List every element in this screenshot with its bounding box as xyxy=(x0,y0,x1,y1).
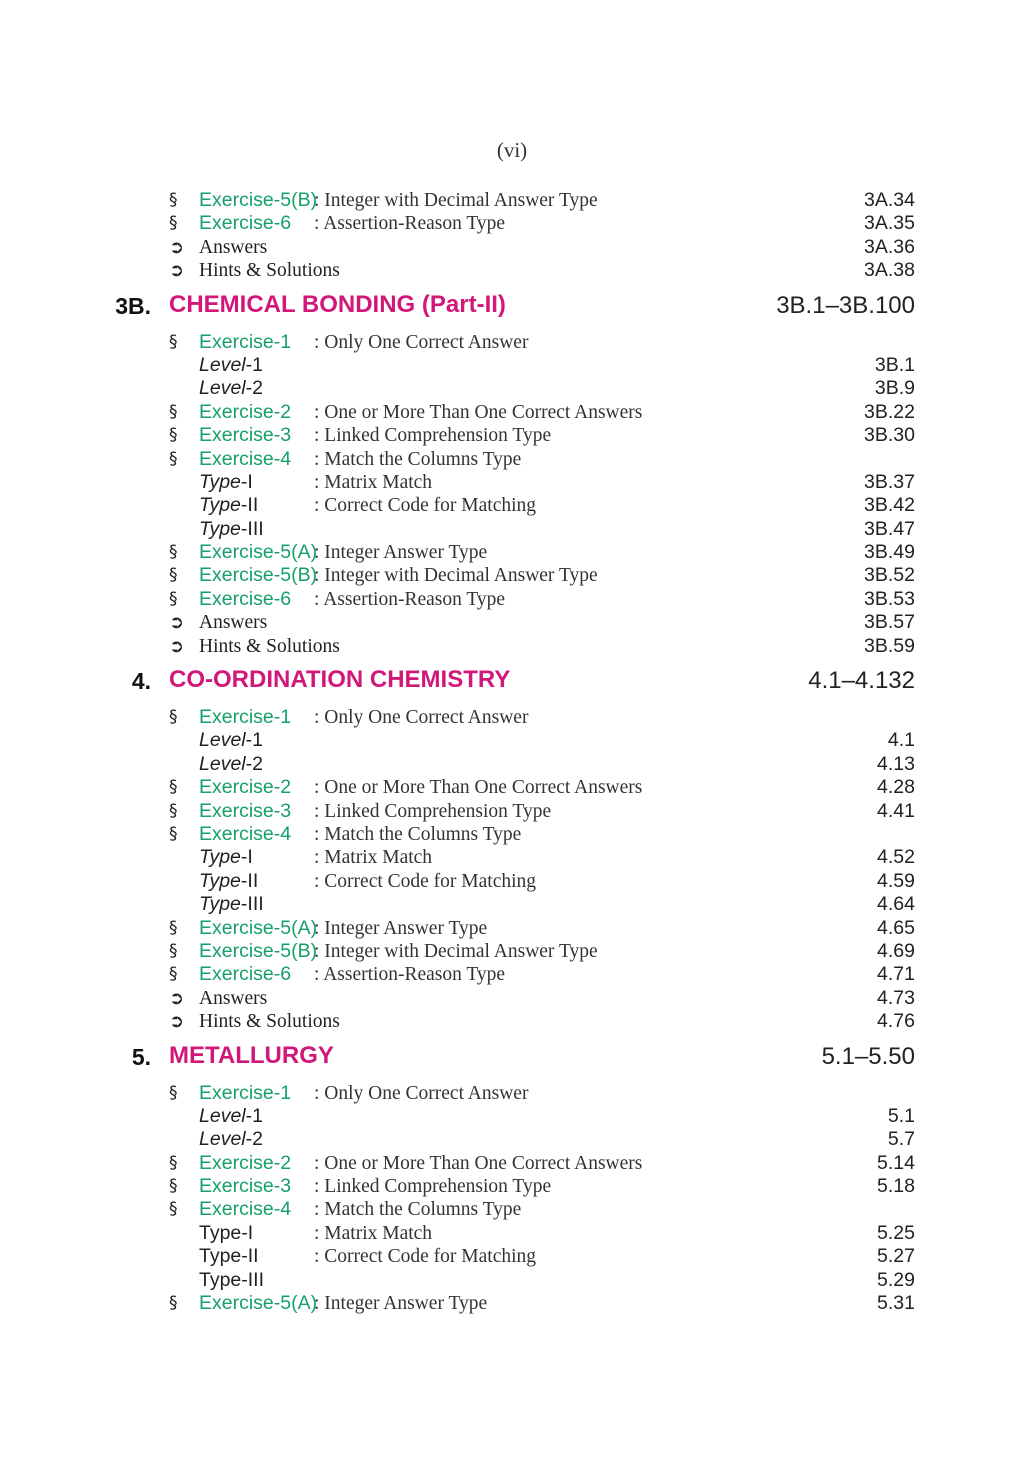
chapter-heading[interactable] xyxy=(0,1040,1024,1080)
entry-page-number: 4.71 xyxy=(877,963,915,986)
entry-page-number: 4.13 xyxy=(877,752,915,775)
toc-entry[interactable] xyxy=(0,377,1024,400)
toc-entry[interactable] xyxy=(0,564,1024,587)
entry-label: Exercise-4 xyxy=(199,822,292,845)
entry-description: : Matrix Match xyxy=(314,1222,433,1244)
entry-description: : Assertion-Reason Type xyxy=(314,964,506,986)
section-bullet-icon: § xyxy=(169,565,178,586)
entry-label: Hints & Solutions xyxy=(199,1011,340,1033)
entry-page-number: 3B.42 xyxy=(864,494,915,517)
chapter-page-range: 4.1–4.132 xyxy=(808,667,915,695)
toc-entry[interactable] xyxy=(0,776,1024,799)
entry-page-number: 5.27 xyxy=(877,1245,915,1268)
entry-description: : Correct Code for Matching xyxy=(314,870,537,892)
entry-label-prefix: Level xyxy=(199,752,246,775)
entry-label: Type-III xyxy=(199,1268,265,1291)
entry-label: Exercise-5(A) xyxy=(199,1292,318,1315)
entry-label: Answers xyxy=(199,987,268,1009)
section-bullet-icon: § xyxy=(169,1293,178,1314)
entry-page-number: 5.14 xyxy=(877,1151,915,1174)
toc-entry[interactable] xyxy=(0,1269,1024,1292)
entry-description: : Match the Columns Type xyxy=(314,823,522,845)
arrow-bullet-icon: ➲ xyxy=(169,260,185,282)
section-bullet-icon: § xyxy=(169,1152,178,1173)
entry-label-suffix: -1 xyxy=(245,1104,263,1127)
entry-label-suffix: -III xyxy=(240,893,264,916)
entry-label: Exercise-1 xyxy=(199,330,292,353)
entry-description: : Linked Comprehension Type xyxy=(314,800,552,822)
section-bullet-icon: § xyxy=(169,777,178,798)
toc-entry[interactable] xyxy=(0,706,1024,729)
toc-entry[interactable] xyxy=(0,1128,1024,1151)
entry-page-number: 5.7 xyxy=(887,1128,915,1151)
toc-entry[interactable] xyxy=(0,1082,1024,1105)
section-bullet-icon: § xyxy=(169,1082,178,1103)
toc-entry[interactable] xyxy=(0,987,1024,1010)
entry-label: Exercise-1 xyxy=(199,706,292,729)
section-bullet-icon: § xyxy=(169,707,178,728)
toc-entry[interactable] xyxy=(0,729,1024,752)
chapter-number: 5. xyxy=(131,1043,151,1070)
entry-label-suffix: -I xyxy=(240,846,253,869)
entry-page-number: 3A.38 xyxy=(864,259,915,282)
section-bullet-icon: § xyxy=(169,1176,178,1197)
entry-label-suffix: -III xyxy=(240,517,264,540)
chapter-number: 3B. xyxy=(115,292,151,319)
entry-page-number: 3B.37 xyxy=(864,470,915,493)
section-bullet-icon: § xyxy=(169,1199,178,1220)
toc-entry[interactable] xyxy=(0,940,1024,963)
entry-label: Exercise-2 xyxy=(199,400,292,423)
entry-label-prefix: Type xyxy=(199,846,241,869)
entry-page-number: 3B.52 xyxy=(864,564,915,587)
entry-label-suffix: -1 xyxy=(245,353,263,376)
entry-label-prefix: Level xyxy=(199,1104,246,1127)
toc-entry[interactable] xyxy=(0,588,1024,611)
entry-description: : Assertion-Reason Type xyxy=(314,213,506,235)
entry-label xyxy=(199,1128,263,1151)
entry-label: Exercise-3 xyxy=(199,1175,292,1198)
section-bullet-icon: § xyxy=(169,917,178,938)
entry-description: : One or More Than One Correct Answers xyxy=(314,777,643,799)
entry-page-number: 3A.35 xyxy=(864,212,915,235)
toc-entry[interactable] xyxy=(0,753,1024,776)
entry-description: : Linked Comprehension Type xyxy=(314,425,552,447)
entry-page-number: 3B.9 xyxy=(874,377,915,400)
toc-entry[interactable] xyxy=(0,917,1024,940)
entry-label xyxy=(199,1105,263,1128)
entry-page-number: 3B.53 xyxy=(864,587,915,610)
toc-entry[interactable] xyxy=(0,448,1024,471)
entry-label: Exercise-3 xyxy=(199,799,292,822)
section-bullet-icon: § xyxy=(169,964,178,985)
entry-label: Exercise-6 xyxy=(199,587,292,610)
section-bullet-icon: § xyxy=(169,823,178,844)
toc-entry[interactable] xyxy=(0,1198,1024,1221)
entry-label xyxy=(199,494,258,517)
entry-page-number: 4.1 xyxy=(887,729,915,752)
entry-description: : Integer Answer Type xyxy=(314,917,488,939)
entry-label: Exercise-5(A) xyxy=(199,541,318,564)
chapter-heading[interactable] xyxy=(0,289,1024,329)
entry-description: : Only One Correct Answer xyxy=(314,1082,529,1104)
chapter-title[interactable]: CO-ORDINATION CHEMISTRY xyxy=(169,666,511,694)
chapter-heading[interactable] xyxy=(0,664,1024,704)
entry-label: Answers xyxy=(199,612,268,634)
entry-page-number: 5.18 xyxy=(877,1175,915,1198)
entry-label-prefix: Level xyxy=(199,377,246,400)
chapter-page-range: 3B.1–3B.100 xyxy=(776,291,915,319)
entry-page-number: 3B.1 xyxy=(874,353,915,376)
entry-label xyxy=(199,729,263,752)
section-bullet-icon: § xyxy=(169,800,178,821)
entry-label-suffix: -I xyxy=(240,470,253,493)
entry-description: : One or More Than One Correct Answers xyxy=(314,1152,643,1174)
entry-page-number: 5.25 xyxy=(877,1221,915,1244)
section-bullet-icon: § xyxy=(169,542,178,563)
entry-label-suffix: -2 xyxy=(245,1128,263,1151)
arrow-bullet-icon: ➲ xyxy=(169,987,185,1009)
entry-description: : One or More Than One Correct Answers xyxy=(314,401,643,423)
toc-entry[interactable] xyxy=(0,635,1024,658)
entry-page-number: 4.73 xyxy=(877,986,915,1009)
entry-description: : Correct Code for Matching xyxy=(314,1246,537,1268)
toc-entry[interactable] xyxy=(0,1222,1024,1245)
section-bullet-icon: § xyxy=(169,213,178,234)
section-bullet-icon: § xyxy=(169,940,178,961)
entry-label: Exercise-5(B) xyxy=(199,189,318,211)
entry-description: : Match the Columns Type xyxy=(314,1199,522,1221)
toc-entry[interactable] xyxy=(0,846,1024,869)
entry-label-prefix: Type xyxy=(199,494,241,517)
entry-description: : Matrix Match xyxy=(314,847,433,869)
entry-description: : Correct Code for Matching xyxy=(314,495,537,517)
entry-label: Exercise-5(B) xyxy=(199,564,318,587)
toc-entry[interactable] xyxy=(0,518,1024,541)
toc-entry[interactable] xyxy=(0,259,1024,282)
entry-page-number: 3B.57 xyxy=(864,611,915,634)
chapter-title[interactable]: METALLURGY xyxy=(169,1041,334,1069)
toc-entry[interactable] xyxy=(0,494,1024,517)
entry-label: Exercise-5(A) xyxy=(199,916,318,939)
section-bullet-icon: § xyxy=(169,588,178,609)
section-bullet-icon: § xyxy=(169,190,178,210)
toc-entry[interactable] xyxy=(0,331,1024,354)
entry-description: : Match the Columns Type xyxy=(314,448,522,470)
toc-entry[interactable] xyxy=(0,1245,1024,1268)
entry-page-number: 4.41 xyxy=(877,799,915,822)
entry-label: Hints & Solutions xyxy=(199,635,340,657)
entry-label: Hints & Solutions xyxy=(199,260,340,282)
entry-page-number: 4.28 xyxy=(877,776,915,799)
entry-description: : Matrix Match xyxy=(314,471,433,493)
entry-label xyxy=(199,471,253,494)
entry-label-prefix: Type xyxy=(199,470,241,493)
toc-entry[interactable] xyxy=(0,611,1024,634)
toc-entry[interactable] xyxy=(0,236,1024,259)
entry-description: : Only One Correct Answer xyxy=(314,331,529,353)
entry-label xyxy=(199,870,258,893)
entry-description: : Linked Comprehension Type xyxy=(314,1176,552,1198)
entry-page-number: 4.76 xyxy=(877,1010,915,1033)
entry-label: Exercise-2 xyxy=(199,776,292,799)
toc-entry[interactable] xyxy=(0,471,1024,494)
entry-label xyxy=(199,354,263,377)
toc-entry[interactable] xyxy=(0,424,1024,447)
entry-label-prefix: Type xyxy=(199,517,241,540)
entry-page-number: 4.64 xyxy=(877,893,915,916)
entry-label-suffix: -2 xyxy=(245,377,263,400)
entry-page-number: 4.59 xyxy=(877,869,915,892)
entry-label: Type-II xyxy=(199,1245,259,1268)
entry-description: : Integer with Decimal Answer Type xyxy=(314,940,598,962)
entry-page-number: 4.52 xyxy=(877,846,915,869)
entry-description: : Integer Answer Type xyxy=(314,542,488,564)
table-of-contents xyxy=(0,189,1024,1315)
toc-entry[interactable] xyxy=(0,823,1024,846)
entry-label: Exercise-6 xyxy=(199,963,292,986)
entry-page-number: 3B.47 xyxy=(864,517,915,540)
entry-label: Exercise-3 xyxy=(199,424,292,447)
entry-label-suffix: -II xyxy=(240,869,259,892)
entry-description: : Integer Answer Type xyxy=(314,1293,488,1315)
entry-label: Exercise-4 xyxy=(199,447,292,470)
entry-label: Answers xyxy=(199,236,268,258)
entry-label-prefix: Level xyxy=(199,729,246,752)
entry-label xyxy=(199,753,263,776)
entry-description: : Only One Correct Answer xyxy=(314,707,529,729)
toc-entry[interactable] xyxy=(0,541,1024,564)
arrow-bullet-icon: ➲ xyxy=(169,612,185,634)
entry-page-number: 3B.30 xyxy=(864,424,915,447)
entry-label: Type-I xyxy=(199,1221,254,1244)
page-number: (vi) xyxy=(496,138,528,162)
arrow-bullet-icon: ➲ xyxy=(169,236,185,258)
entry-label: Exercise-6 xyxy=(199,212,292,235)
entry-label-suffix: -II xyxy=(240,494,259,517)
entry-label-prefix: Level xyxy=(199,353,246,376)
toc-entry[interactable] xyxy=(0,189,1024,212)
toc-entry[interactable] xyxy=(0,401,1024,424)
chapter-number: 4. xyxy=(131,668,151,695)
entry-page-number: 3A.36 xyxy=(864,235,915,258)
entry-label: Exercise-4 xyxy=(199,1198,292,1221)
entry-label-prefix: Level xyxy=(199,1128,246,1151)
entry-label xyxy=(199,518,264,541)
section-bullet-icon: § xyxy=(169,425,178,446)
toc-entry[interactable] xyxy=(0,354,1024,377)
section-bullet-icon: § xyxy=(169,401,178,422)
entry-page-number: 4.69 xyxy=(877,939,915,962)
entry-page-number: 5.29 xyxy=(877,1268,915,1291)
entry-label: Exercise-1 xyxy=(199,1081,292,1104)
entry-page-number: 3B.59 xyxy=(864,634,915,657)
toc-entry[interactable] xyxy=(0,1292,1024,1315)
toc-entry[interactable] xyxy=(0,870,1024,893)
entry-label-suffix: -2 xyxy=(245,752,263,775)
section-bullet-icon: § xyxy=(169,448,178,469)
entry-label xyxy=(199,893,264,916)
chapter-page-range: 5.1–5.50 xyxy=(821,1042,915,1070)
entry-page-number: 5.31 xyxy=(877,1292,915,1315)
entry-label xyxy=(199,846,253,869)
entry-page-number: 5.1 xyxy=(887,1104,915,1127)
entry-label xyxy=(199,377,263,400)
toc-entry[interactable] xyxy=(0,1175,1024,1198)
entry-label: Exercise-5(B) xyxy=(199,939,318,962)
arrow-bullet-icon: ➲ xyxy=(169,1011,185,1033)
entry-description: : Assertion-Reason Type xyxy=(314,588,506,610)
entry-page-number: 4.65 xyxy=(877,916,915,939)
entry-page-number: 3B.49 xyxy=(864,541,915,564)
entry-page-number: 3A.34 xyxy=(864,189,915,211)
entry-page-number: 3B.22 xyxy=(864,400,915,423)
toc-entry[interactable] xyxy=(0,1010,1024,1033)
entry-label-prefix: Type xyxy=(199,893,241,916)
toc-entry[interactable] xyxy=(0,212,1024,235)
toc-entry[interactable] xyxy=(0,800,1024,823)
toc-entry[interactable] xyxy=(0,893,1024,916)
entry-description: : Integer with Decimal Answer Type xyxy=(314,565,598,587)
toc-entry[interactable] xyxy=(0,1152,1024,1175)
section-bullet-icon: § xyxy=(169,331,178,352)
entry-label-suffix: -1 xyxy=(245,729,263,752)
entry-label-prefix: Type xyxy=(199,869,241,892)
arrow-bullet-icon: ➲ xyxy=(169,635,185,657)
toc-entry[interactable] xyxy=(0,1105,1024,1128)
entry-label: Exercise-2 xyxy=(199,1151,292,1174)
toc-entry[interactable] xyxy=(0,963,1024,986)
chapter-title[interactable]: CHEMICAL BONDING (Part-II) xyxy=(169,290,506,318)
entry-description: : Integer with Decimal Answer Type xyxy=(314,190,598,211)
